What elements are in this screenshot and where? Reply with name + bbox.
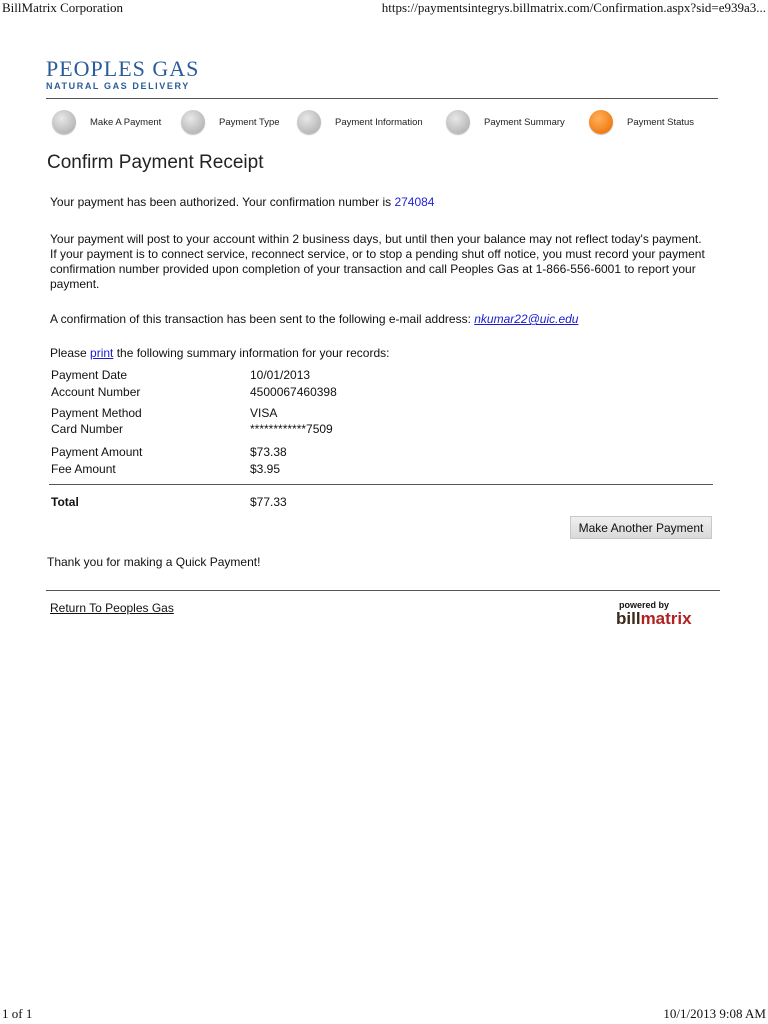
print-text-before: Please	[50, 346, 91, 360]
print-datetime: 10/1/2013 9:08 AM	[663, 1006, 766, 1021]
authorized-message	[50, 195, 710, 210]
authorized-text: Your payment has been authorized. Your confirmation number is	[50, 195, 395, 209]
card-number-value: ************7509	[250, 422, 333, 436]
logo-tagline: NATURAL GAS DELIVERY	[46, 81, 190, 91]
step-circle-icon	[181, 110, 205, 134]
page-title: Confirm Payment Receipt	[47, 152, 264, 173]
email-link[interactable]: nkumar22@uic.edu	[474, 312, 579, 326]
print-text-after: the following summary information for your records:	[113, 346, 390, 360]
step-circle-icon	[446, 110, 470, 134]
payment-method-label: Payment Method	[51, 406, 142, 420]
step-payment-information	[297, 107, 423, 137]
total-divider	[49, 484, 713, 485]
payment-amount-label: Payment Amount	[51, 445, 143, 459]
step-make-a-payment	[52, 107, 161, 137]
payment-method-value: VISA	[250, 406, 278, 420]
progress-steps	[48, 107, 718, 137]
billmatrix-wordmark	[616, 610, 716, 628]
footer-divider	[46, 590, 720, 591]
email-confirmation-message	[50, 312, 710, 327]
total-value: $77.33	[250, 495, 287, 509]
fee-amount-label: Fee Amount	[51, 462, 116, 476]
print-link[interactable]: print	[90, 346, 114, 360]
step-active-circle-icon	[589, 110, 613, 134]
step-payment-type	[181, 107, 280, 137]
return-to-peoples-gas-link[interactable]: Return To Peoples Gas	[50, 601, 174, 615]
payment-date-value: 10/01/2013	[250, 368, 311, 382]
step-label: Make A Payment	[90, 116, 162, 128]
step-label: Payment Summary	[484, 116, 565, 128]
step-circle-icon	[297, 110, 321, 134]
print-page-number: 1 of 1	[2, 1006, 33, 1021]
browser-page-title: BillMatrix Corporation	[2, 0, 123, 15]
brand-part-bill: bill	[616, 609, 641, 628]
email-text: A confirmation of this transaction has been sent to the following e-mail address:	[50, 312, 475, 326]
posting-notice: Your payment will post to your account within 2 business days, but until then your balance may not reflect today's payment. If your payment is to connect service, reconnect service, or to stop a pending shut off notice, you must record your payment confirmation number provided upon completion of your transaction and call Peoples Gas at 1-866-556-6001 to report your payment.	[50, 232, 705, 291]
account-number-value: 4500067460398	[250, 385, 337, 399]
card-number-label: Card Number	[51, 422, 124, 436]
payment-amount-value: $73.38	[250, 445, 287, 459]
browser-url: https://paymentsintegrys.billmatrix.com/Confirmation.aspx?sid=e939a3...	[381, 0, 766, 15]
thank-you-message: Thank you for making a Quick Payment!	[47, 555, 261, 569]
total-label: Total	[51, 495, 79, 509]
brand-part-matrix: matrix	[640, 609, 692, 628]
peoples-gas-logo	[46, 58, 199, 91]
step-label: Payment Type	[219, 116, 280, 128]
account-number-label: Account Number	[51, 385, 141, 399]
step-label: Payment Information	[335, 116, 423, 128]
step-circle-icon	[52, 110, 76, 134]
make-another-payment-button[interactable]: Make Another Payment	[570, 516, 712, 539]
powered-by-billmatrix-logo	[616, 600, 716, 628]
confirmation-number: 274084	[394, 195, 435, 209]
step-payment-summary	[446, 107, 565, 137]
logo-name: PEOPLES GAS	[46, 56, 200, 81]
step-label: Payment Status	[627, 116, 695, 128]
payment-date-label: Payment Date	[51, 368, 128, 382]
step-payment-status	[589, 107, 694, 137]
powered-by-text: powered by	[619, 600, 670, 610]
header-divider	[46, 98, 718, 99]
fee-amount-value: $3.95	[250, 462, 281, 476]
print-instruction	[50, 346, 710, 361]
